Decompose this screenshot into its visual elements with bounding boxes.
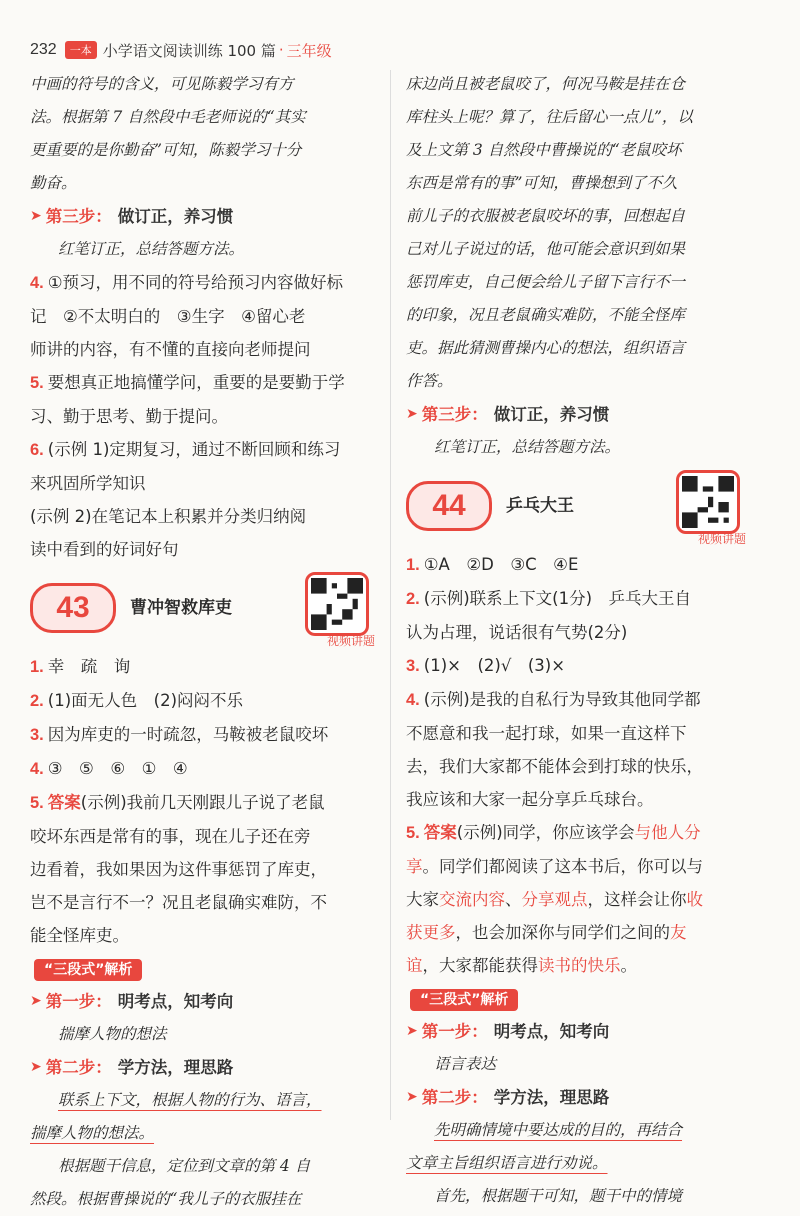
answer-4 [30, 266, 375, 300]
text-line: 中画的符号的含义，可见陈毅学习有方 [30, 75, 294, 93]
answer-text: 。同学们都阅读了这本书后，你可以与 [422, 857, 703, 876]
answer-text: 咬坏东西是常有的事，现在儿子还在旁 [30, 827, 311, 846]
step-one-heading [30, 985, 375, 1018]
qr-code-icon[interactable] [305, 572, 369, 636]
section-title: 乒乓大王 [506, 495, 574, 516]
step-body: 红笔订正，总结答题方法。 [434, 438, 621, 456]
answer-number: 1. [30, 658, 44, 676]
section-44-header [406, 470, 746, 546]
highlight-text: 与他人分 [634, 823, 701, 842]
answer-1 [30, 650, 375, 684]
text-line: 床边尚且被老鼠咬了，何况马鞍是挂在仓 [406, 75, 686, 93]
answer-number: 4. [30, 274, 44, 292]
answer-text: 因为库吏的一时疏忽，马鞍被老鼠咬坏 [47, 725, 329, 744]
text-line: 库柱头上呢？算了，往后留心一点儿”，以 [406, 108, 693, 126]
answer-2 [30, 684, 375, 718]
answer-text: ，也会加深你与同学们之间的 [455, 923, 670, 942]
answer-text: 要想真正地搞懂学问，重要的是要勤于学 [47, 373, 345, 392]
answer-1 [406, 548, 746, 582]
text-line: 更重要的是你勤奋”可知，陈毅学习十分 [30, 141, 302, 159]
qr-code-icon[interactable] [676, 470, 740, 534]
answer-text: 读中看到的好词好句 [30, 540, 179, 559]
right-column [406, 68, 746, 1213]
answer-text: (示例)我前几天刚跟儿子说了老鼠 [80, 793, 325, 812]
answer-number: 5. [30, 374, 44, 392]
step-two-heading [30, 1051, 375, 1084]
answer-text: ①A ②D ③C ④E [423, 555, 579, 574]
answer-number: 5. [406, 824, 420, 842]
answer-text: ，大家都能获得 [422, 956, 538, 975]
step-label: 第三步： [45, 207, 112, 226]
highlight-text: 谊 [406, 956, 423, 975]
step-label: 第一步： [45, 992, 112, 1011]
section-number: 44 [406, 481, 492, 531]
qr-label: 视频讲题 [326, 634, 375, 648]
section-43-header [30, 572, 375, 648]
page-header [30, 38, 332, 62]
step-text: 明考点，知考向 [493, 1022, 610, 1041]
answer-text: (示例)是我的自私行为导致其他同学都 [423, 690, 701, 709]
arrow-icon: ➤ [30, 993, 42, 1009]
step-text: 做订正，养习惯 [117, 207, 234, 226]
text-line: 勤奋。 [30, 174, 77, 192]
answer-number: 3. [30, 726, 44, 744]
answer-text: (1)× (2)√ (3)× [423, 656, 566, 675]
arrow-icon: ➤ [30, 1059, 42, 1075]
answer-4 [30, 752, 375, 786]
answer-label: 答案 [47, 793, 81, 812]
step-body: 红笔订正，总结答题方法。 [58, 240, 245, 258]
text-line: 的印象，况且老鼠确实难防，不能全怪库 [406, 306, 686, 324]
answer-line [406, 916, 746, 949]
answer-number: 2. [406, 590, 420, 608]
answer-text: 认为占理，说话很有气势(2分) [406, 623, 628, 642]
text-line: 作答。 [406, 372, 453, 390]
answer-line [406, 850, 746, 883]
answer-4 [406, 683, 746, 717]
answer-line [406, 883, 746, 916]
answer-number: 4. [30, 760, 44, 778]
step-body: 语言表达 [434, 1055, 497, 1073]
answer-text: (示例 1)定期复习，通过不断回顾和练习 [47, 440, 341, 459]
step-label: 第二步： [421, 1088, 488, 1107]
answer-number: 4. [406, 691, 420, 709]
grade-label: 三年级 [286, 41, 332, 60]
left-column [30, 68, 375, 1216]
answer-number: 1. [406, 556, 420, 574]
highlight-text: 友 [670, 923, 687, 942]
analysis-badge: “三段式”解析 [410, 989, 518, 1011]
answer-5 [30, 786, 375, 820]
answer-6 [30, 433, 375, 467]
underlined-text: 先明确情境中要达成的目的，再结合 [434, 1121, 683, 1139]
answer-text: 不愿意和我一起打球，如果一直这样下 [406, 724, 687, 743]
page-number: 232 [30, 41, 57, 58]
answer-number: 5. [30, 794, 44, 812]
underlined-text: 文章主旨组织语言进行劝说。 [406, 1154, 608, 1172]
highlight-text: 享 [406, 857, 423, 876]
brand-badge: 一本 [65, 41, 97, 59]
answer-label: 答案 [423, 823, 457, 842]
answer-2 [406, 582, 746, 616]
answer-text: 我应该和大家一起分享乒乓球台。 [406, 790, 654, 809]
answer-text: ①预习，用不同的符号给预习内容做好标 [47, 273, 344, 292]
answer-text: 岂不是言行不一？况且老鼠确实难防，不 [30, 893, 327, 912]
answer-text: 、 [505, 890, 522, 909]
step-text: 做订正，养习惯 [493, 405, 610, 424]
step-label: 第三步： [421, 405, 488, 424]
arrow-icon: ➤ [406, 406, 418, 422]
text-line: 东西是常有的事”可知，曹操想到了不久 [406, 174, 678, 192]
underlined-text: 揣摩人物的想法。 [30, 1124, 155, 1142]
step-body [406, 1147, 746, 1180]
step-label: 第一步： [421, 1022, 488, 1041]
step-text: 学方法，理思路 [117, 1058, 234, 1077]
answer-text: 去，我们大家都不能体会到打球的快乐， [406, 757, 703, 776]
text-line: 前儿子的衣服被老鼠咬坏的事，回想起自 [406, 207, 686, 225]
answer-5 [406, 816, 746, 850]
answer-text: 幸 疏 询 [47, 657, 131, 676]
text-line: 及上文第 3 自然段中曹操说的“老鼠咬坏 [406, 141, 682, 159]
answer-text: (示例)联系上下文(1分) 乒乓大王自 [423, 589, 692, 608]
answer-text: (1)面无人色 (2)闷闷不乐 [47, 691, 244, 710]
step-two-heading [406, 1081, 746, 1114]
highlight-text: 读书的快乐 [538, 956, 621, 975]
answer-3 [30, 718, 375, 752]
book-title: 小学语文阅读训练 100 篇 [102, 41, 276, 60]
step-label: 第二步： [45, 1058, 112, 1077]
step-three-heading [30, 200, 375, 233]
step-body: 根据题干信息，定位到文章的第 4 自 [58, 1157, 311, 1175]
answer-text: 。 [620, 956, 637, 975]
step-three-heading [406, 398, 746, 431]
arrow-icon: ➤ [30, 208, 42, 224]
step-body [30, 1084, 375, 1117]
answer-text: 师讲的内容，有不懂的直接向老师提问 [30, 340, 311, 359]
answer-text: 记 ②不太明白的 ③生字 ④留心老 [30, 307, 306, 326]
column-divider [390, 70, 391, 1120]
analysis-badge: “三段式”解析 [34, 959, 142, 981]
underlined-text: 联系上下文，根据人物的行为、语言， [58, 1091, 322, 1109]
title-dot: · [278, 41, 284, 59]
arrow-icon: ➤ [406, 1023, 418, 1039]
answer-number: 3. [406, 657, 420, 675]
answer-text: 边看着，我如果因为这件事惩罚了库吏， [30, 860, 327, 879]
highlight-text: 获更多 [406, 923, 456, 942]
answer-line [406, 949, 746, 982]
answer-text: 能全怪库吏。 [30, 926, 129, 945]
text-line: 吏。据此猜测曹操内心的想法，组织语言 [406, 339, 686, 357]
text-line: 己对儿子说过的话，他可能会意识到如果 [406, 240, 686, 258]
step-body: 然段。根据曹操说的“我儿子的衣服挂在 [30, 1190, 302, 1208]
step-body [30, 1117, 375, 1150]
highlight-text: 收 [686, 890, 703, 909]
qr-label: 视频讲题 [697, 532, 746, 546]
answer-number: 2. [30, 692, 44, 710]
step-text: 明考点，知考向 [117, 992, 234, 1011]
highlight-text: 交流内容 [439, 890, 505, 909]
answer-text: 来巩固所学知识 [30, 474, 146, 493]
step-body: 首先，根据题干可知，题干中的情境 [434, 1187, 683, 1205]
answer-text: 大家 [406, 890, 439, 909]
section-number: 43 [30, 583, 116, 633]
text-line: 法。根据第 7 自然段中毛老师说的“其实 [30, 108, 306, 126]
step-one-heading [406, 1015, 746, 1048]
highlight-text: 分享观点 [521, 890, 588, 909]
answer-text: ，这样会让你 [587, 890, 687, 909]
answer-text: 习、勤于思考、勤于提问。 [30, 407, 228, 426]
answer-3 [406, 649, 746, 683]
step-body [406, 1114, 746, 1147]
answer-text: (示例)同学，你应该学会 [456, 823, 635, 842]
text-line: 惩罚库吏，自己便会给儿子留下言行不一 [406, 273, 686, 291]
answer-text: (示例 2)在笔记本上积累并分类归纳阅 [30, 507, 307, 526]
answer-number: 6. [30, 441, 44, 459]
section-title: 曹冲智救库吏 [130, 597, 232, 618]
step-body: 揣摩人物的想法 [58, 1025, 167, 1043]
answer-5 [30, 366, 375, 400]
arrow-icon: ➤ [406, 1089, 418, 1105]
step-text: 学方法，理思路 [493, 1088, 610, 1107]
answer-text: ③ ⑤ ⑥ ① ④ [47, 759, 188, 778]
